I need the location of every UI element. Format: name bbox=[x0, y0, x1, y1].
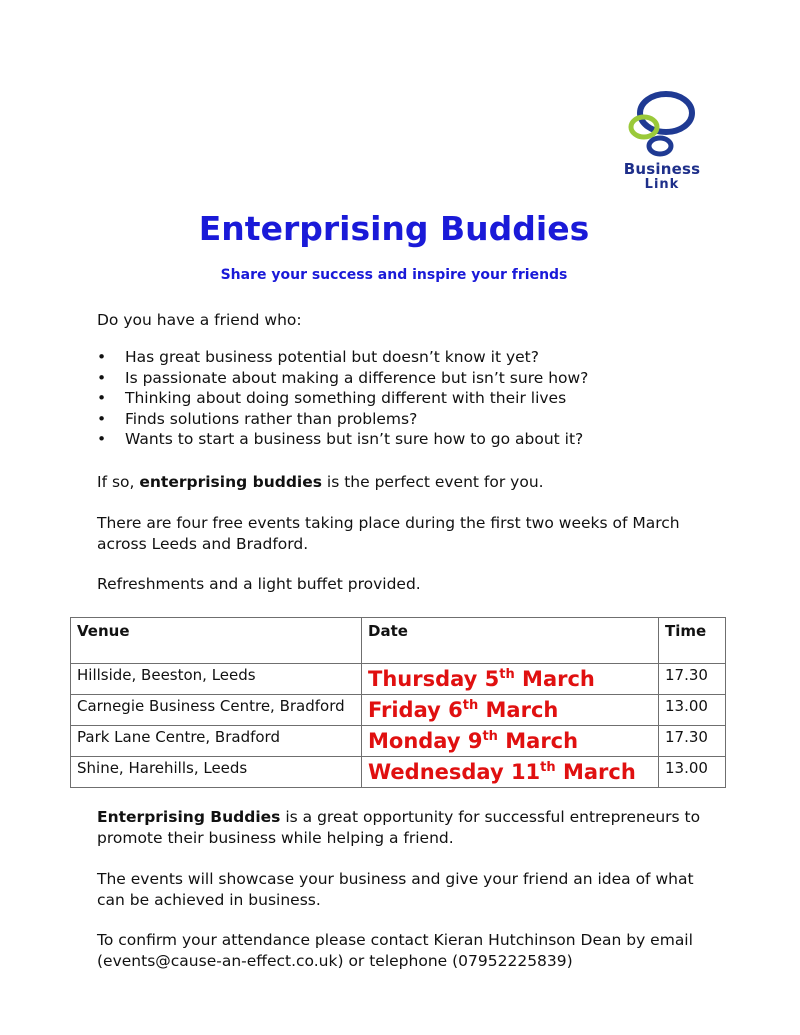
list-item-text: Thinking about doing something different with their lives bbox=[125, 389, 567, 407]
intro-text: Do you have a friend who: bbox=[97, 311, 302, 329]
page-subtitle: Share your success and inspire your friends bbox=[220, 267, 568, 283]
date-suffix: th bbox=[462, 698, 479, 713]
date-cell bbox=[362, 695, 659, 726]
date-suffix: th bbox=[540, 760, 556, 775]
refreshments-text: Refreshments and a light buffet provided. bbox=[97, 575, 421, 593]
list-item-text: Finds solutions rather than problems? bbox=[125, 409, 418, 428]
date-suffix: th bbox=[499, 667, 515, 682]
contact-text bbox=[97, 930, 717, 972]
table-header-row bbox=[71, 618, 726, 664]
opportunity-text bbox=[97, 807, 717, 849]
bullet-icon: • bbox=[97, 348, 107, 366]
if-so-bold: enterprising buddies bbox=[139, 473, 322, 491]
header-venue: Venue bbox=[71, 618, 362, 664]
list-item bbox=[97, 429, 588, 450]
list-item bbox=[97, 368, 588, 389]
opportunity-bold: Enterprising Buddies bbox=[97, 808, 281, 826]
date-day: Wednesday 11 bbox=[368, 760, 541, 784]
showcase-line-2: can be achieved in business. bbox=[97, 891, 321, 909]
time-cell: 13.00 bbox=[659, 757, 726, 788]
date-month: March bbox=[478, 698, 559, 722]
events-line-1: There are four free events taking place during the first two weeks of March bbox=[97, 514, 680, 532]
if-so-text bbox=[97, 472, 717, 493]
events-text bbox=[97, 513, 717, 555]
business-link-logo bbox=[620, 86, 704, 196]
opportunity-line-2: promote their business while helping a friend. bbox=[97, 829, 454, 847]
page-title: Enterprising Buddies bbox=[198, 209, 590, 248]
bullet-icon: • bbox=[97, 430, 107, 448]
time-cell: 17.30 bbox=[659, 664, 726, 695]
date-cell bbox=[362, 726, 659, 757]
time-cell: 13.00 bbox=[659, 695, 726, 726]
table-row bbox=[71, 757, 726, 788]
date-suffix: th bbox=[482, 729, 498, 744]
if-so-prefix: If so, bbox=[97, 473, 140, 491]
rings-icon bbox=[620, 86, 704, 160]
list-item-text: Has great business potential but doesn’t know it yet? bbox=[125, 348, 539, 366]
bullet-icon: • bbox=[97, 409, 107, 428]
header-date: Date bbox=[362, 618, 659, 664]
table-row bbox=[71, 695, 726, 726]
date-month: March bbox=[555, 760, 636, 784]
list-item-text: Wants to start a business but isn’t sure how to go about it? bbox=[125, 430, 584, 448]
venue-cell: Shine, Harehills, Leeds bbox=[71, 757, 362, 788]
logo-text-link: Link bbox=[644, 177, 680, 192]
date-cell bbox=[362, 757, 659, 788]
list-item bbox=[97, 409, 588, 430]
date-day: Thursday 5 bbox=[368, 667, 500, 691]
list-item bbox=[97, 388, 588, 409]
contact-line-2: (events@cause-an-effect.co.uk) or telephone (07952225839) bbox=[97, 952, 573, 970]
header-time: Time bbox=[659, 618, 726, 664]
table-row bbox=[71, 726, 726, 757]
venue-cell: Hillside, Beeston, Leeds bbox=[71, 664, 362, 695]
contact-line-1: To confirm your attendance please contact Kieran Hutchinson Dean by email bbox=[97, 931, 693, 949]
time-cell: 17.30 bbox=[659, 726, 726, 757]
showcase-text bbox=[97, 869, 717, 911]
list-item-text: Is passionate about making a difference but isn’t sure how? bbox=[125, 368, 589, 387]
date-cell bbox=[362, 664, 659, 695]
date-day: Friday 6 bbox=[368, 698, 463, 722]
bullet-list bbox=[97, 347, 588, 450]
venue-cell: Park Lane Centre, Bradford bbox=[71, 726, 362, 757]
showcase-line-1: The events will showcase your business and give your friend an idea of what bbox=[97, 870, 694, 888]
events-line-2: across Leeds and Bradford. bbox=[97, 535, 309, 553]
venue-cell: Carnegie Business Centre, Bradford bbox=[71, 695, 362, 726]
events-table bbox=[70, 617, 726, 788]
if-so-suffix: is the perfect event for you. bbox=[321, 473, 544, 491]
logo-text-business: Business bbox=[623, 160, 701, 178]
table-row bbox=[71, 664, 726, 695]
bullet-icon: • bbox=[97, 368, 107, 387]
date-month: March bbox=[497, 729, 579, 753]
opportunity-line-1: is a great opportunity for successful entrepreneurs to bbox=[280, 808, 701, 826]
date-month: March bbox=[514, 667, 595, 691]
date-day: Monday 9 bbox=[368, 729, 483, 753]
bullet-icon: • bbox=[97, 389, 107, 407]
list-item bbox=[97, 347, 588, 368]
